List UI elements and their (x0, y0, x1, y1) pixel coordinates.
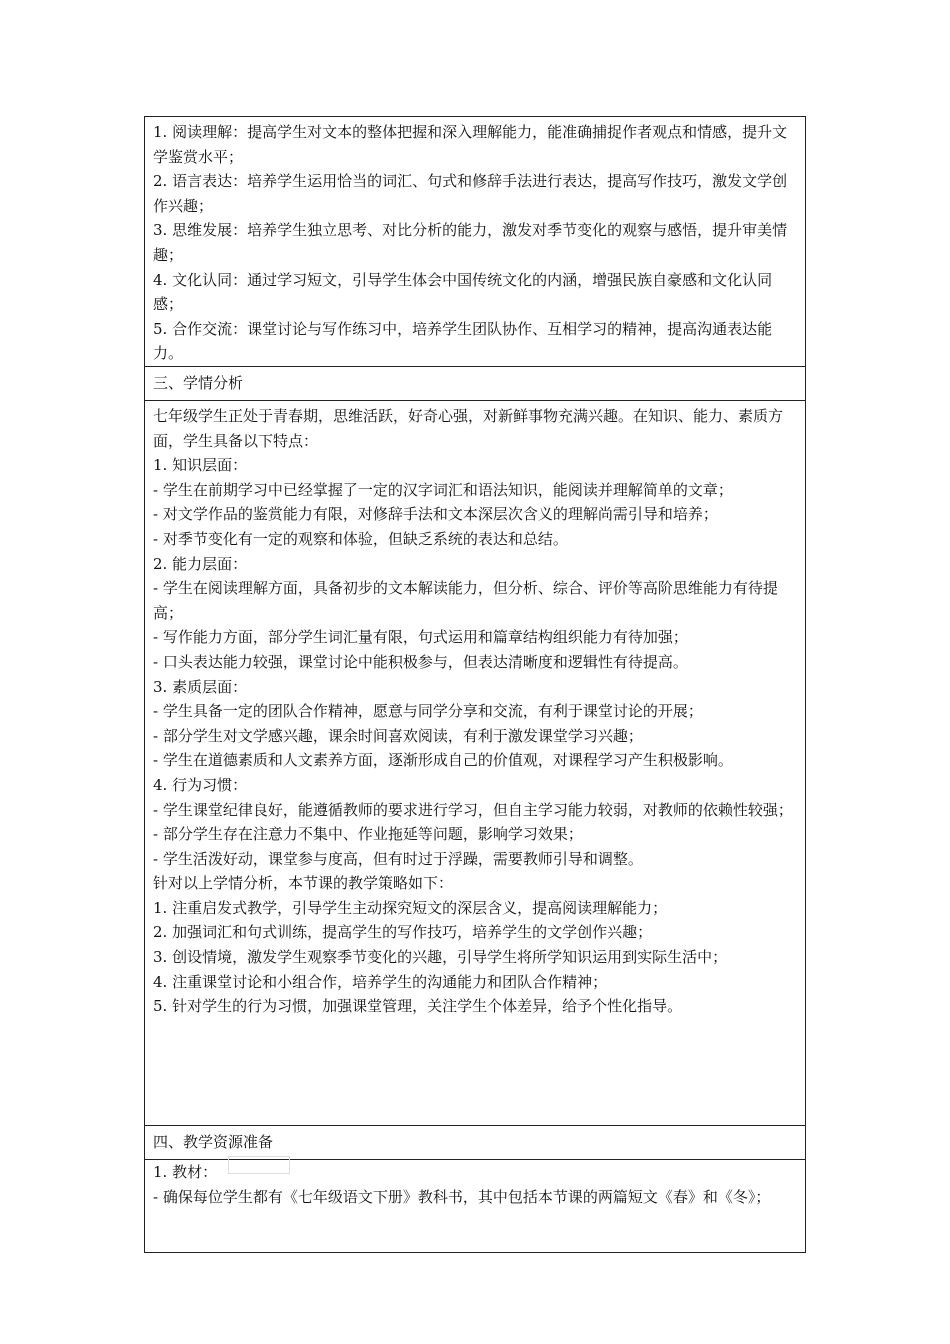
section-heading-learning-analysis: 三、学情分析 (145, 367, 805, 401)
lesson-plan-table (144, 116, 806, 1253)
analysis-line: 2. 能力层面： (153, 554, 248, 573)
analysis-line: 3. 素质层面： (153, 677, 248, 696)
analysis-line: 1. 注重启发式教学，引导学生主动探究短文的深层含义，提高阅读理解能力； (153, 898, 668, 917)
analysis-line: 4. 行为习惯： (153, 775, 248, 794)
goal-item: 2. 语言表达：培养学生运用恰当的词汇、句式和修辞手法进行表达，提高写作技巧，激发文学创作兴趣； (153, 172, 788, 215)
analysis-line: - 学生活泼好动，课堂参与度高，但有时过于浮躁，需要教师引导和调整。 (153, 849, 643, 868)
analysis-line: - 口头表达能力较强，课堂讨论中能积极参与，但表达清晰度和逻辑性有待提高。 (153, 652, 688, 671)
analysis-line: - 学生具备一定的团队合作精神，愿意与同学分享和交流，有利于课堂讨论的开展； (153, 702, 703, 721)
analysis-line: 2. 加强词汇和句式训练，提高学生的写作技巧，培养学生的文学创作兴趣； (153, 923, 653, 942)
goal-item: 5. 合作交流：课堂讨论与写作练习中，培养学生团队协作、互相学习的精神，提高沟通表达能力。 (153, 319, 773, 363)
section-heading-resources: 四、教学资源准备 (145, 1126, 805, 1160)
analysis-line: - 部分学生对文学感兴趣，课余时间喜欢阅读，有利于激发课堂学习兴趣； (153, 726, 643, 745)
analysis-line: - 学生在道德素质和人文素养方面，逐渐形成自己的价值观，对课程学习产生积极影响。 (153, 751, 733, 770)
analysis-line: - 对文学作品的鉴赏能力有限，对修辞手法和文本深层次含义的理解尚需引导和培养； (153, 505, 718, 524)
analysis-line: - 学生课堂纪律良好，能遵循教师的要求进行学习，但自主学习能力较弱，对教师的依赖性较强； (153, 800, 793, 819)
analysis-line: 3. 创设情境，激发学生观察季节变化的兴趣，引导学生将所学知识运用到实际生活中； (153, 948, 728, 967)
resource-frame-box (228, 1156, 290, 1174)
analysis-line: 针对以上学情分析，本节课的教学策略如下： (153, 874, 454, 893)
goal-item: 4. 文化认同：通过学习短文，引导学生体会中国传统文化的内涵，增强民族自豪感和文化认同感； (153, 270, 773, 314)
analysis-line: - 部分学生存在注意力不集中、作业拖延等问题，影响学习效果； (153, 825, 583, 844)
goal-item: 3. 思维发展：培养学生独立思考、对比分析的能力，激发对季节变化的观察与感悟，提升审美情趣； (153, 221, 788, 264)
analysis-line: 1. 知识层面： (153, 456, 248, 475)
resource-line: 1. 教材： (153, 1163, 218, 1181)
resource-line: - 确保每位学生都有《七年级语文下册》教科书，其中包括本节课的两篇短文《春》和《冬》； (153, 1187, 771, 1206)
goal-item: 1. 阅读理解：提高学生对文本的整体把握和深入理解能力，能准确捕捉作者观点和情感，提升文学鉴赏水平； (153, 123, 788, 166)
analysis-line: - 写作能力方面，部分学生词汇量有限，句式运用和篇章结构组织能力有待加强； (153, 628, 688, 647)
teaching-goals-cell (145, 117, 805, 367)
analysis-line: - 对季节变化有一定的观察和体验，但缺乏系统的表达和总结。 (153, 529, 568, 548)
analysis-line: - 学生在阅读理解方面，具备初步的文本解读能力，但分析、综合、评价等高阶思维能力有待提高； (153, 579, 778, 622)
learning-analysis-cell (145, 401, 805, 1126)
analysis-line: 5. 针对学生的行为习惯，加强课堂管理，关注学生个体差异，给予个性化指导。 (153, 997, 683, 1016)
analysis-line: 4. 注重课堂讨论和小组合作，培养学生的沟通能力和团队合作精神； (153, 972, 608, 991)
analysis-line: 七年级学生正处于青春期，思维活跃，好奇心强，对新鲜事物充满兴趣。在知识、能力、素质方面，学生具备以下特点： (153, 407, 784, 450)
analysis-line: - 学生在前期学习中已经掌握了一定的汉字词汇和语法知识，能阅读并理解简单的文章； (153, 480, 733, 499)
